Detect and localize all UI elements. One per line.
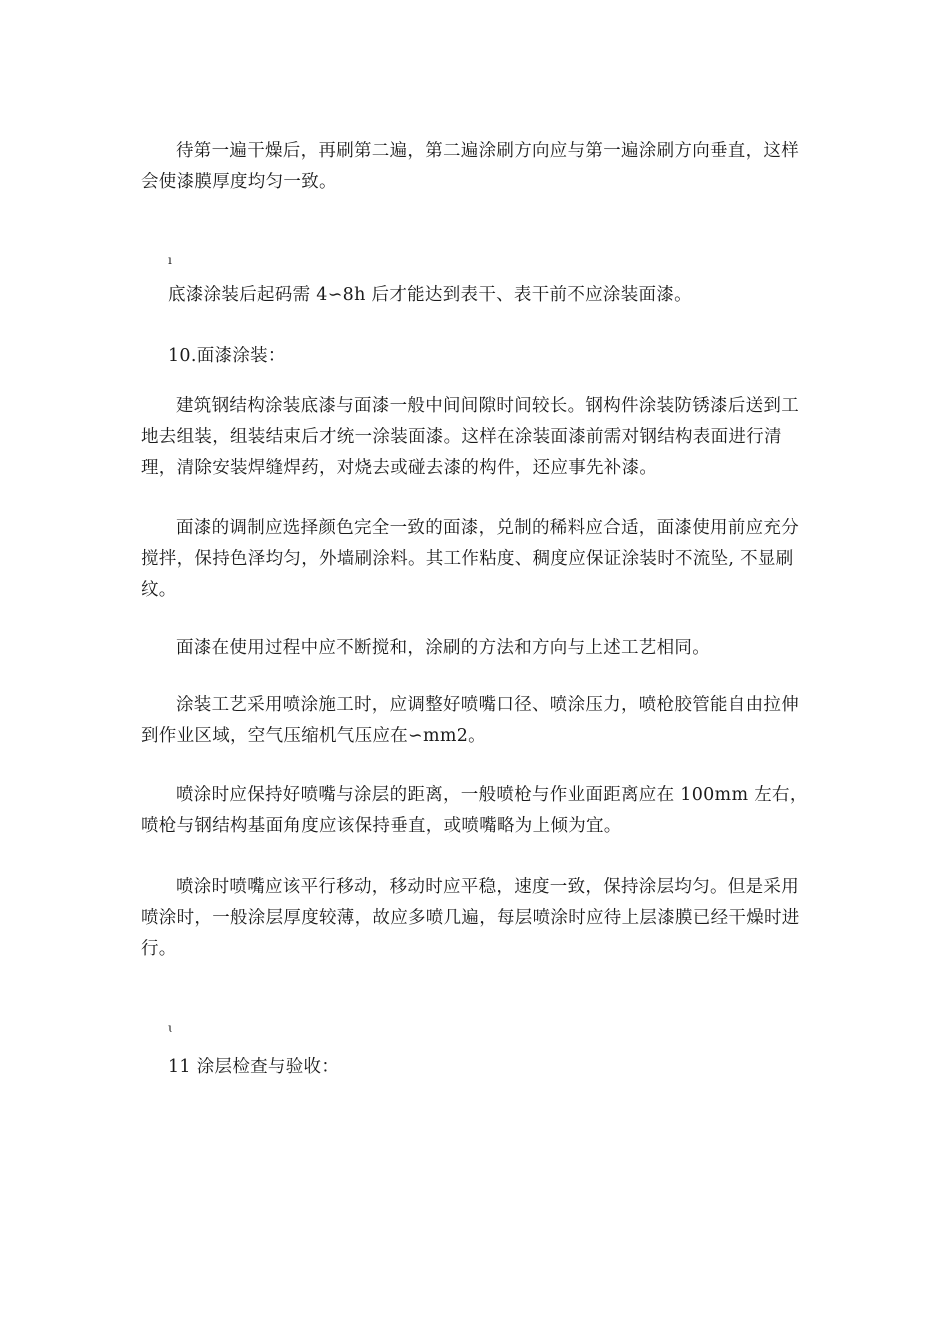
stray-mark-2: ɩ — [168, 1021, 173, 1035]
stray-mark-1: ı — [168, 253, 172, 267]
paragraph-spray-setup: 涂装工艺采用喷涂施工时，应调整好喷嘴口径、喷涂压力，喷枪胶管能自由拉伸到作业区域，空气压缩机气压应在∽mm2。 — [141, 695, 799, 746]
paragraph-spray-distance: 喷涂时应保持好喷嘴与涂层的距离，一般喷枪与作业面距离应在 100mm 左右，喷枪与钢结构基面角度应该保持垂直，或喷嘴略为上倾为宜。 — [141, 785, 808, 836]
paragraph-second-coat: 待第一遍干燥后，再刷第二遍，第二遍涂刷方向应与第一遍涂刷方向垂直，这样会使漆膜厚度均匀一致。 — [141, 141, 799, 192]
paragraph-spray-movement: 喷涂时喷嘴应该平行移动，移动时应平稳，速度一致，保持涂层均匀。但是采用喷涂时，一般涂层厚度较薄，故应多喷几遍，每层喷涂时应待上层漆膜已经干燥时进行。 — [141, 877, 800, 959]
paragraph-topcoat-mixing: 面漆的调制应选择颜色完全一致的面漆，兑制的稀料应合适，面漆使用前应充分搅拌，保持色泽均匀，外墙刷涂料。其工作粘度、稠度应保证涂装时不流坠, 不显刷纹。 — [141, 518, 799, 600]
section-heading-10: 10.面漆涂装： — [168, 346, 286, 366]
paragraph-primer-dry-time: 底漆涂装后起码需 4∽8h 后才能达到表干、表干前不应涂装面漆。 — [168, 285, 692, 305]
section-heading-11: 11 涂层检查与验收： — [168, 1057, 340, 1077]
paragraph-topcoat-interval: 建筑钢结构涂装底漆与面漆一般中间间隙时间较长。钢构件涂装防锈漆后送到工地去组装，组装结束后才统一涂装面漆。这样在涂装面漆前需对钢结构表面进行清理，清除安装焊缝焊药，对烧去或碰去漆的构件，还应事先补漆。 — [141, 396, 799, 478]
paragraph-topcoat-stirring: 面漆在使用过程中应不断搅和，涂刷的方法和方向与上述工艺相同。 — [176, 638, 710, 658]
